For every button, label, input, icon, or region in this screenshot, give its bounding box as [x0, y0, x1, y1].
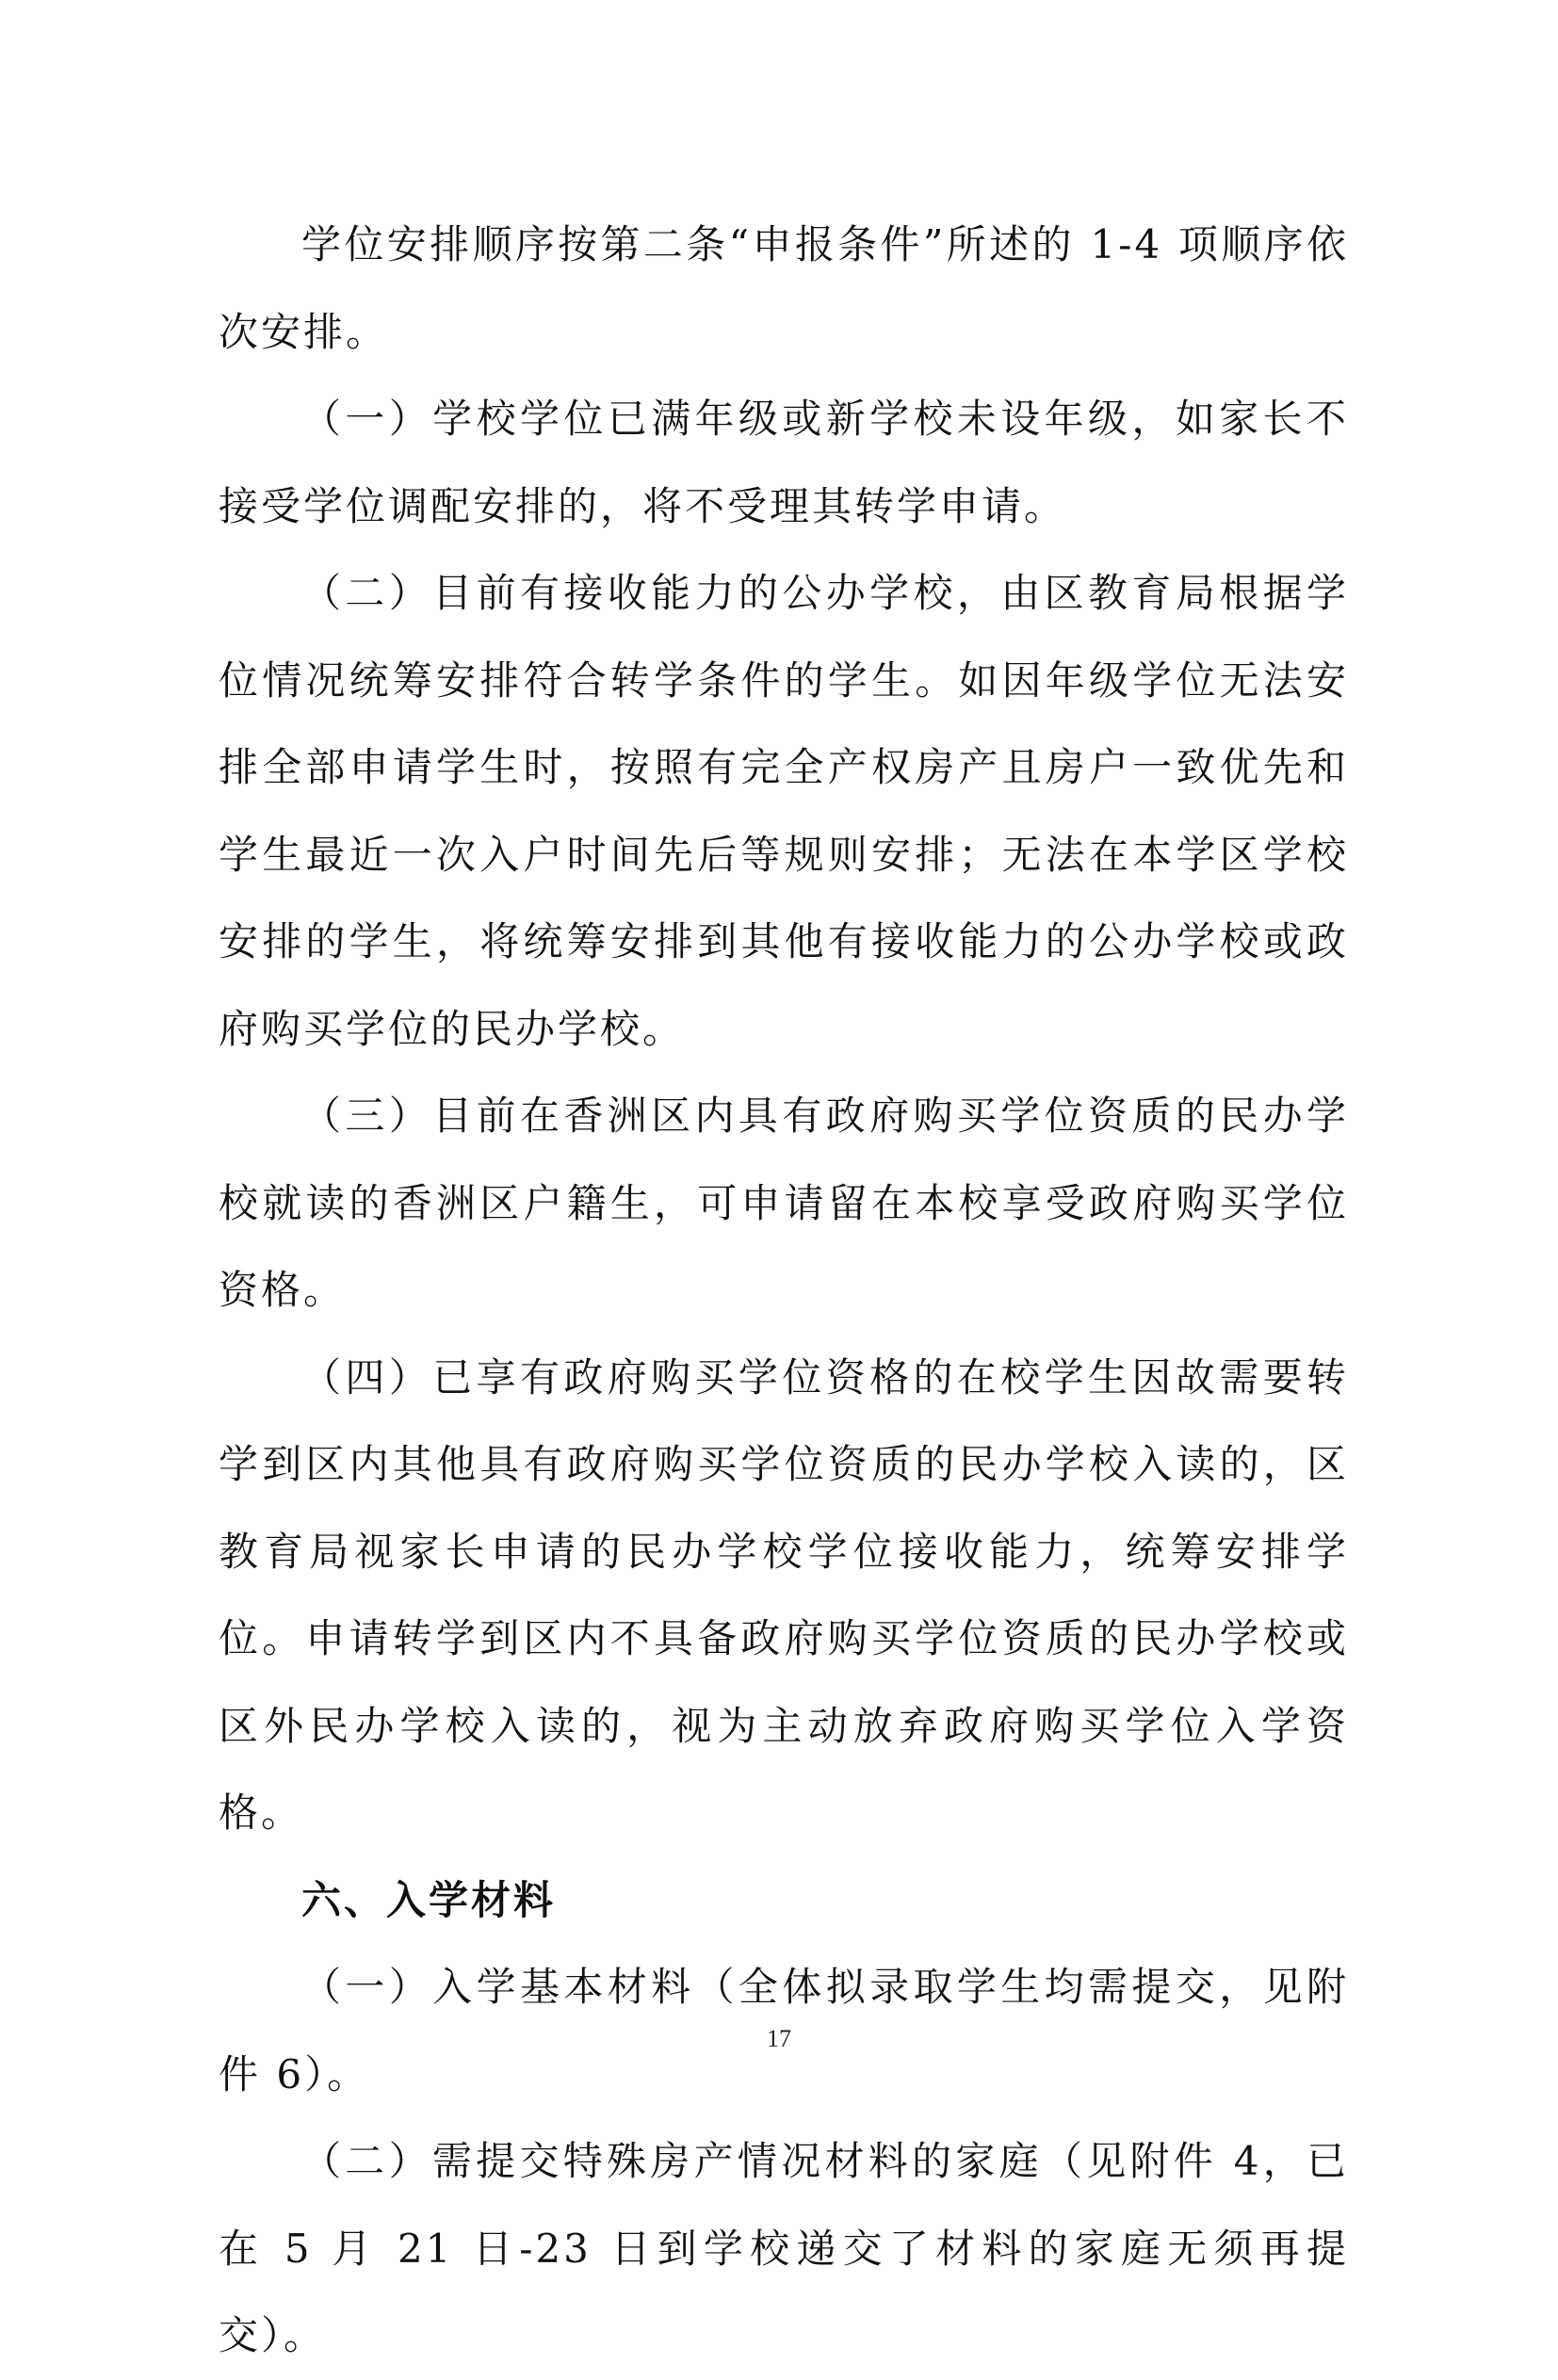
- paragraph-placement-order: 学位安排顺序按第二条“申报条件”所述的 1-4 项顺序依次安排。: [219, 221, 1349, 355]
- paragraph-basic-materials: （一）入学基本材料（全体拟录取学生均需提交，见附件 6）。: [219, 1964, 1349, 2097]
- paragraph-item-3-private-school-stay: （三）目前在香洲区内具有政府购买学位资质的民办学校就读的香洲区户籍生，可申请留在本校享受政府购买学位资格。: [219, 1093, 1349, 1313]
- section-heading-enrollment-materials: 六、入学材料: [301, 1876, 557, 1923]
- paragraph-item-4-transfer: （四）已享有政府购买学位资格的在校学生因故需要转学到区内其他具有政府购买学位资质的民办学校入读的，区教育局视家长申请的民办学校学位接收能力，统筹安排学位。申请转学到区内不具备政府购买学位资质的民办学校或区外民办学校入读的，视为主动放弃政府购买学位入学资格。: [219, 1353, 1349, 1836]
- paragraph-item-1-full-grade: （一）学校学位已满年级或新学校未设年级，如家长不接受学位调配安排的，将不受理其转学申请。: [219, 396, 1349, 529]
- page-number: 17: [767, 2025, 791, 2052]
- paragraph-special-property-materials: （二）需提交特殊房产情况材料的家庭（见附件 4，已在 5 月 21 日-23 日到学校递交了材料的家庭无须再提交）。: [219, 2138, 1349, 2358]
- paragraph-item-2-public-school: （二）目前有接收能力的公办学校，由区教育局根据学位情况统筹安排符合转学条件的学生。如因年级学位无法安排全部申请学生时，按照有完全产权房产且房户一致优先和学生最近一次入户时间先后等规则安排；无法在本学区学校安排的学生，将统筹安排到其他有接收能力的公办学校或政府购买学位的民办学校。: [219, 570, 1349, 1052]
